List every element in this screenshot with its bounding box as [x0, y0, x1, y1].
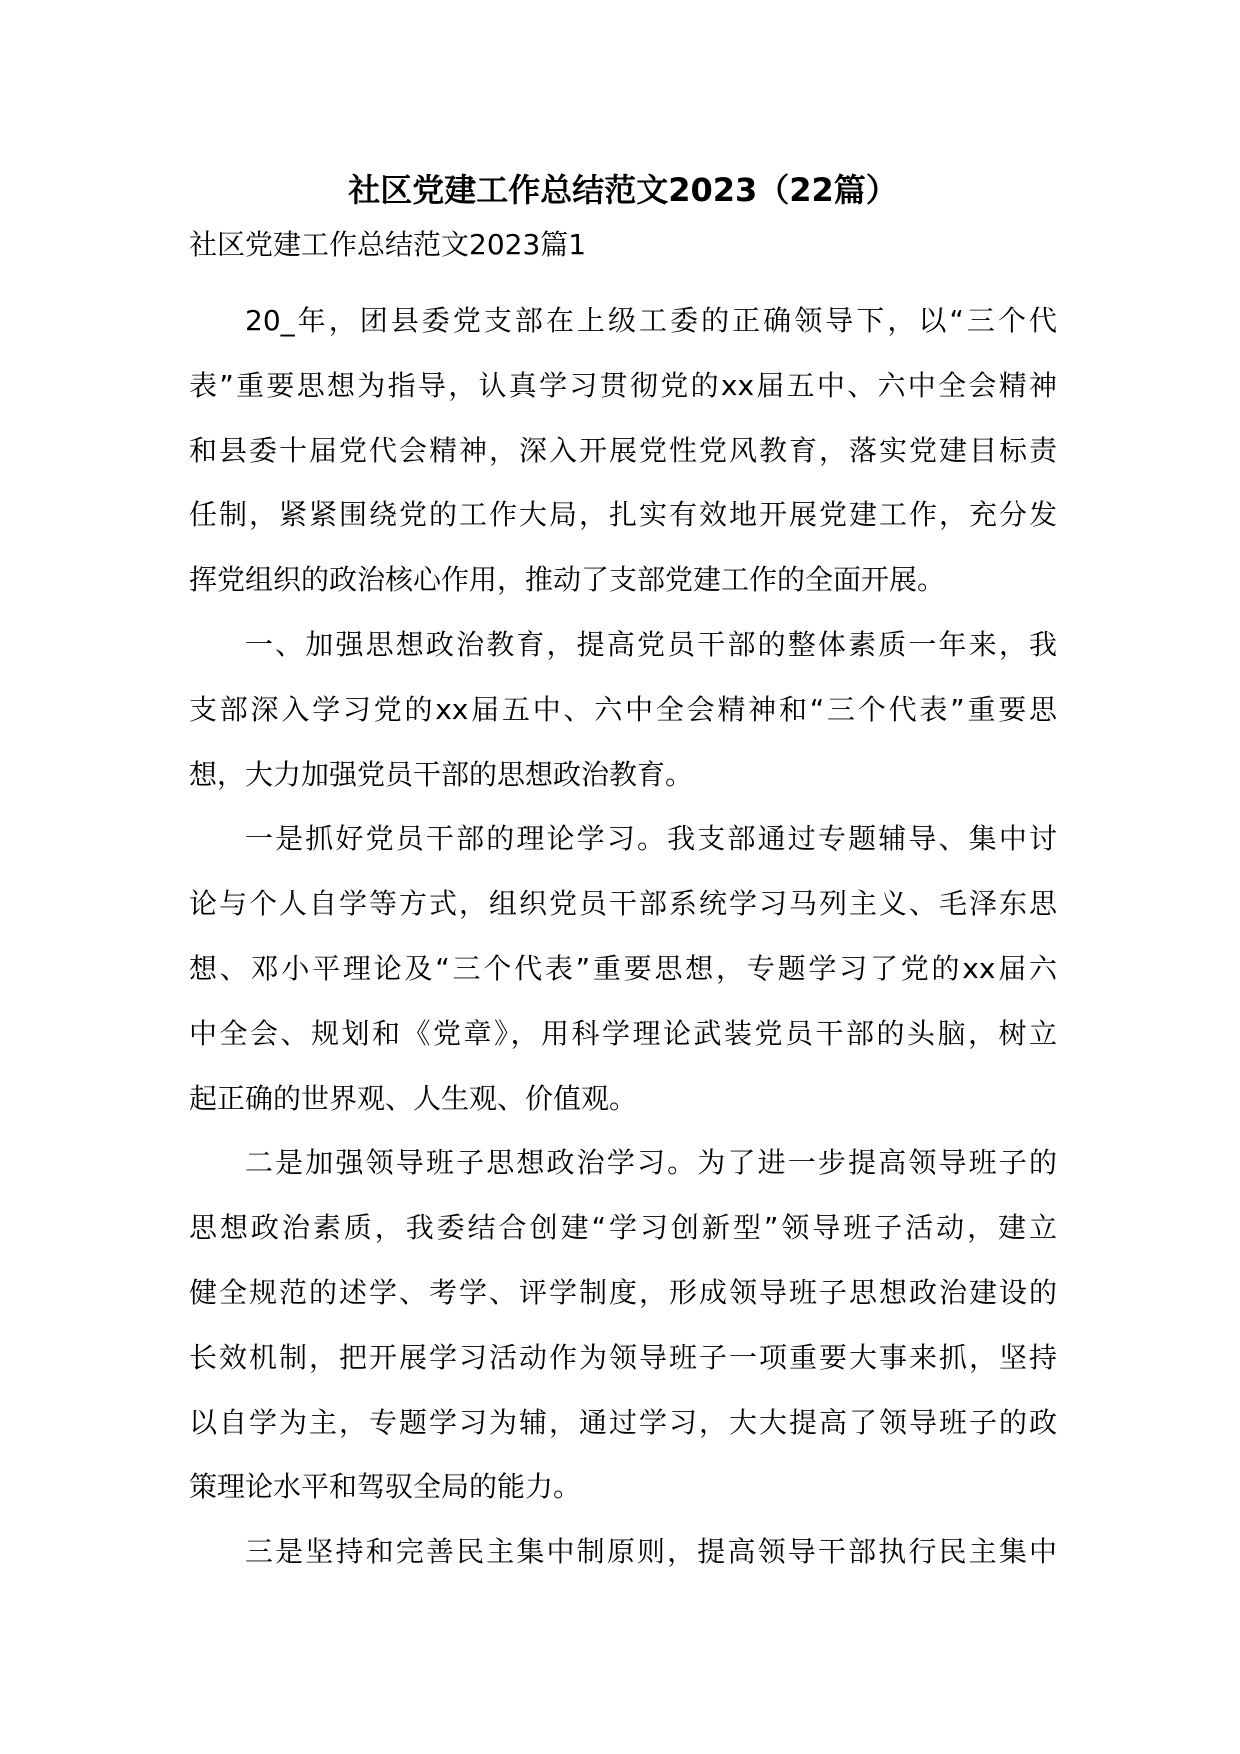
text-line: 一是抓好党员干部的理论学习。我支部通过专题辅导、集中讨 [245, 822, 1057, 856]
text-line: 思想政治素质，我委结合创建“学习创新型”领导班子活动，建立 [189, 1211, 1057, 1245]
text-line: 20_年，团县委党支部在上级工委的正确领导下，以“三个代 [245, 304, 1057, 337]
text-line: 起正确的世界观、人生观、价值观。 [189, 1081, 638, 1115]
text-line: 想、邓小平理论及“三个代表”重要思想，专题学习了党的xx届六 [189, 951, 1057, 985]
document-page [189, 170, 1057, 1585]
text-line: 想，大力加强党员干部的思想政治教育。 [189, 757, 694, 791]
text-line: 一、加强思想政治教育，提高党员干部的整体素质一年来，我 [245, 627, 1057, 661]
paragraph [189, 1520, 1057, 1585]
text-line: 健全规范的述学、考学、评学制度，形成领导班子思想政治建设的 [189, 1275, 1057, 1309]
paragraph [189, 1131, 1057, 1520]
text-line: 中全会、规划和《党章》，用科学理论武装党员干部的头脑，树立 [189, 1016, 1057, 1050]
text-line: 任制，紧紧围绕党的工作大局，扎实有效地开展党建工作，充分发 [189, 498, 1057, 532]
text-line: 二是加强领导班子思想政治学习。为了进一步提高领导班子的 [245, 1146, 1057, 1180]
text-line: 以自学为主，专题学习为辅，通过学习，大大提高了领导班子的政 [189, 1405, 1057, 1439]
text-line: 策理论水平和驾驭全局的能力。 [189, 1470, 582, 1504]
text-line: 挥党组织的政治核心作用，推动了支部党建工作的全面开展。 [189, 563, 946, 597]
text-line: 长效机制，把开展学习活动作为领导班子一项重要大事来抓，坚持 [189, 1340, 1057, 1374]
paragraph [189, 613, 1057, 807]
paragraph [189, 807, 1057, 1131]
text-line: 三是坚持和完善民主集中制原则，提高领导干部执行民主集中 [245, 1535, 1057, 1569]
text-line: 支部深入学习党的xx届五中、六中全会精神和“三个代表”重要思 [189, 692, 1057, 726]
text-line: 论与个人自学等方式，组织党员干部系统学习马列主义、毛泽东思 [189, 887, 1057, 921]
text-line: 和县委十届党代会精神，深入开展党性党风教育，落实党建目标责 [189, 433, 1057, 467]
document-title: 社区党建工作总结范文2023（22篇） [348, 171, 898, 209]
section-heading: 社区党建工作总结范文2023篇1 [189, 228, 587, 261]
text-line: 表”重要思想为指导，认真学习贯彻党的xx届五中、六中全会精神 [189, 368, 1057, 402]
paragraph [189, 289, 1057, 613]
